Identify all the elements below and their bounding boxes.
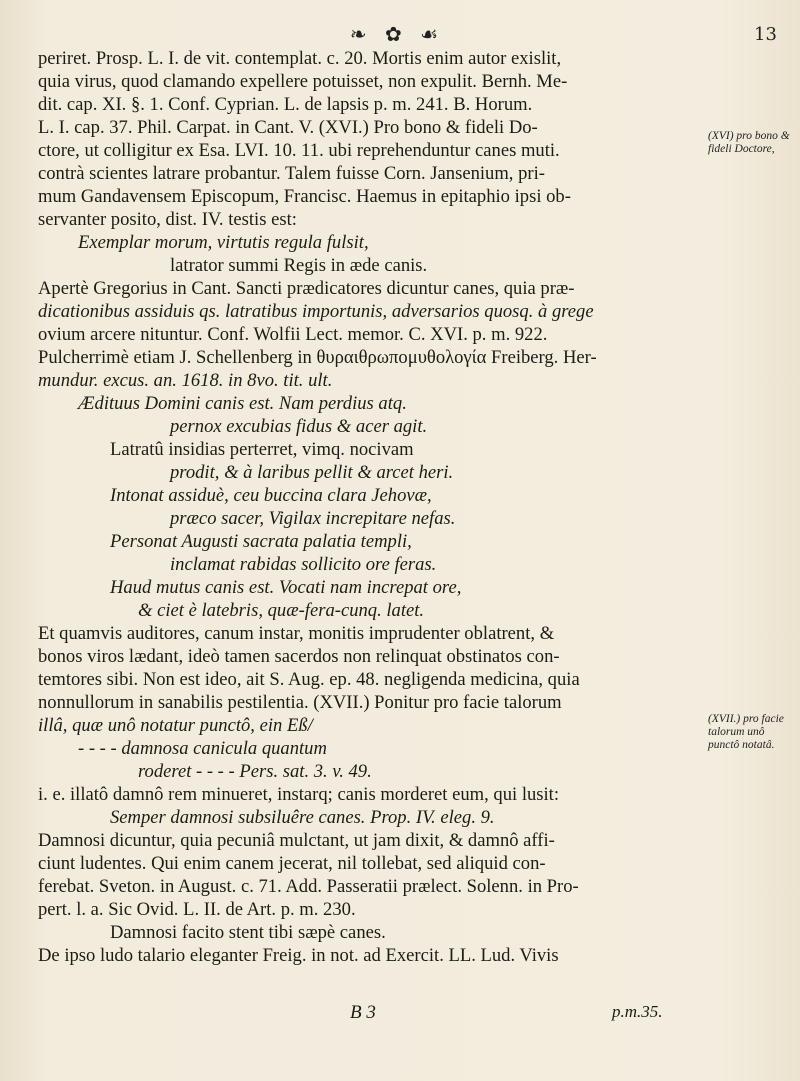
margin-note-xvi: (XVI) pro bono & fideli Doctore, bbox=[708, 130, 790, 155]
verse-line: Semper damnosi subsiluêre canes. Prop. IV. eleg. 9. bbox=[110, 807, 495, 828]
text-line: Damnosi dicuntur, quia pecuniâ mulctant, ut jam dixit, & damnô affi- bbox=[38, 830, 555, 851]
text-line: dit. cap. XI. §. 1. Conf. Cyprian. L. de lapsis p. m. 241. B. Horum. bbox=[38, 94, 533, 115]
verse-line: - - - - damnosa canicula quantum bbox=[78, 738, 327, 759]
verse-line: inclamat rabidas sollicito ore feras. bbox=[170, 554, 437, 575]
catchword: p.m.35. bbox=[612, 1002, 663, 1021]
header-ornament: ❧ ✿ ☙ bbox=[349, 22, 445, 46]
verse-line: latrator summi Regis in æde canis. bbox=[170, 255, 428, 276]
verse-line: Latratû insidias perterret, vimq. nocivam bbox=[110, 439, 414, 460]
text-line: ferebat. Sveton. in August. c. 71. Add. Passeratii prælect. Solenn. in Pro- bbox=[38, 876, 579, 897]
text-line: nonnullorum in sanabilis pestilentia. (XVII.) Ponitur pro facie talorum bbox=[38, 692, 562, 713]
text-line: Pulcherrimè etiam J. Schellenberg in θυραιθρωπομυθολογία Freiberg. Her- bbox=[38, 347, 597, 368]
verse-line: & ciet è latebris, quæ-fera-cunq. latet. bbox=[138, 600, 425, 621]
text-line: illâ, quæ unô notatur punctô, ein Eß/ bbox=[38, 715, 313, 736]
verse-line: pernox excubias fidus & acer agit. bbox=[170, 416, 428, 437]
text-line: bonos viros lædant, ideò tamen sacerdos non relinquat obstinatos con- bbox=[38, 646, 560, 667]
main-text bbox=[38, 47, 710, 967]
text-line: quia virus, quod clamando expellere potuisset, non expulit. Bernh. Me- bbox=[38, 71, 568, 92]
margin-note-xvii: (XVII.) pro facie talorum unô punctô notatâ. bbox=[708, 713, 784, 751]
text-line: mum Gandavensem Episcopum, Francisc. Haemus in epitaphio ipsi ob- bbox=[38, 186, 571, 207]
verse-line: Intonat assiduè, ceu buccina clara Jehovæ, bbox=[110, 485, 432, 506]
verse-line: præco sacer, Vigilax increpitare nefas. bbox=[170, 508, 456, 529]
text-line: Apertè Gregorius in Cant. Sancti prædicatores dicuntur canes, quia præ- bbox=[38, 278, 575, 299]
verse-line: roderet - - - - Pers. sat. 3. v. 49. bbox=[138, 761, 372, 782]
text-line: i. e. illatô damnô rem minueret, instarq; canis morderet eum, qui lusit: bbox=[38, 784, 560, 805]
text-line: L. I. cap. 37. Phil. Carpat. in Cant. V. (XVI.) Pro bono & fideli Do- bbox=[38, 117, 538, 138]
signature-mark: B 3 bbox=[350, 1002, 376, 1023]
text-line: periret. Prosp. L. I. de vit. contemplat. c. 20. Mortis enim autor exislit, bbox=[38, 48, 562, 69]
verse-line: Personat Augusti sacrata palatia templi, bbox=[110, 531, 412, 552]
text-line: pert. l. a. Sic Ovid. L. II. de Art. p. m. 230. bbox=[38, 899, 356, 920]
verse-line: Exemplar morum, virtutis regula fulsit, bbox=[78, 232, 369, 253]
text-line: ciunt ludentes. Qui enim canem jecerat, nil tollebat, sed aliquid con- bbox=[38, 853, 546, 874]
verse-line: Damnosi facito stent tibi sæpè canes. bbox=[110, 922, 386, 943]
text-line: dicationibus assiduis qs. latratibus importunis, adversarios quosq. à grege bbox=[38, 301, 594, 322]
verse-line: prodit, & à laribus pellit & arcet heri. bbox=[170, 462, 454, 483]
text-line: mundur. excus. an. 1618. in 8vo. tit. ult. bbox=[38, 370, 333, 391]
text-line: temtores sibi. Non est ideo, ait S. Aug. ep. 48. negligenda medicina, quia bbox=[38, 669, 580, 690]
text-line: ctore, ut colligitur ex Esa. LVI. 10. 11. ubi reprehenduntur canes muti. bbox=[38, 140, 560, 161]
text-line: Et quamvis auditores, canum instar, monitis imprudenter oblatrent, & bbox=[38, 623, 555, 644]
text-line: contrà scientes latrare probantur. Talem fuisse Corn. Jansenium, pri- bbox=[38, 163, 545, 184]
text-line: ovium arcere nituntur. Conf. Wolfii Lect. memor. C. XVI. p. m. 922. bbox=[38, 324, 548, 345]
verse-line: Ædituus Domini canis est. Nam perdius atq. bbox=[78, 393, 407, 414]
page-number: 13 bbox=[754, 24, 777, 45]
verse-line: Haud mutus canis est. Vocati nam increpat ore, bbox=[110, 577, 462, 598]
text-line: servanter posito, dist. IV. testis est: bbox=[38, 209, 297, 230]
text-line: De ipso ludo talario eleganter Freig. in not. ad Exercit. LL. Lud. Vivis bbox=[38, 945, 559, 966]
